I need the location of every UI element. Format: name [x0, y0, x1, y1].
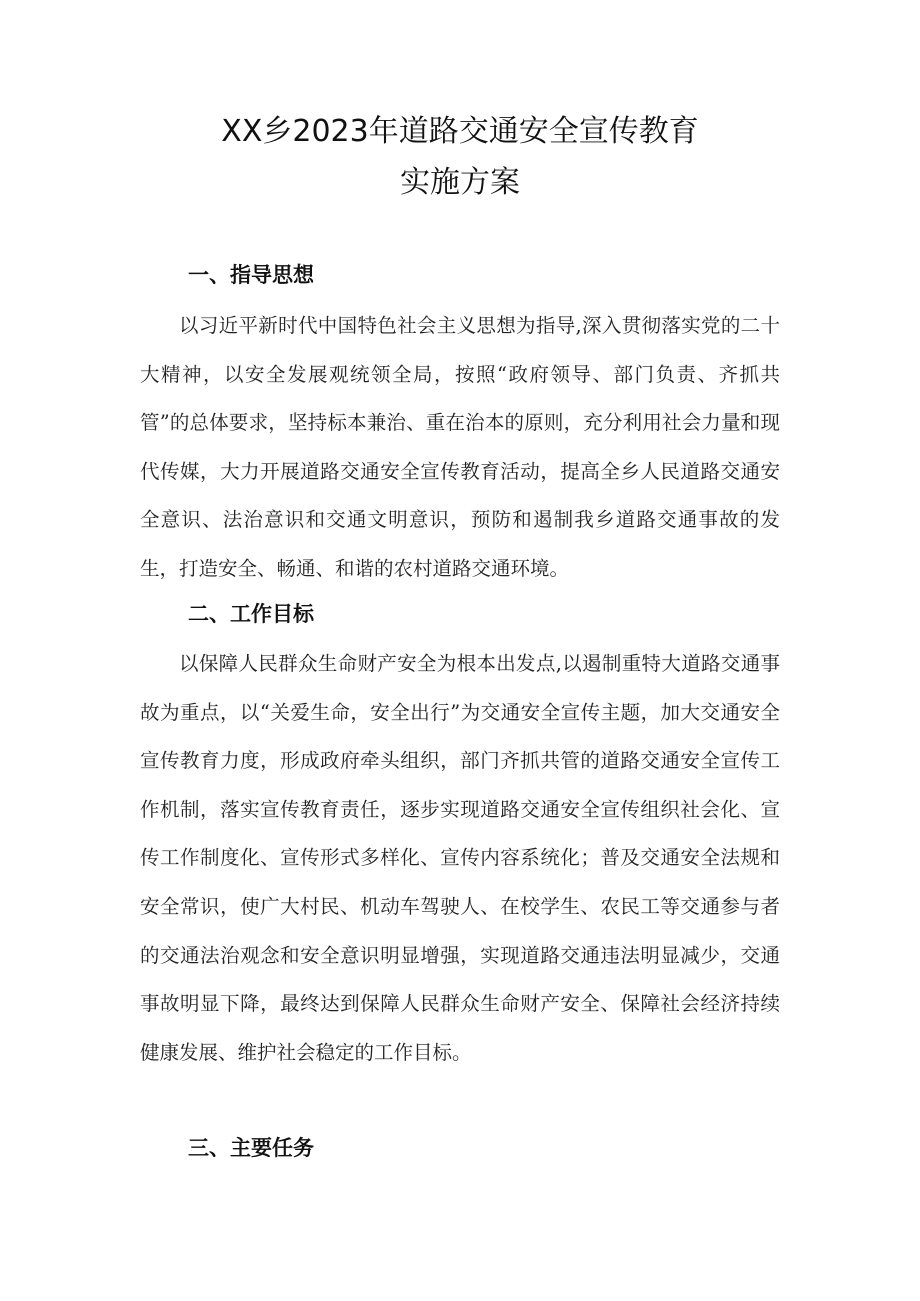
section-heading-work-goals: 二、工作目标 — [188, 602, 314, 626]
document-title-line-2: 实施方案 — [400, 165, 520, 200]
section-heading-guiding-ideology: 一、指导思想 — [188, 263, 314, 287]
document-title-line-1: XX乡2023年道路交通安全宣传教育 — [221, 114, 699, 149]
section-paragraph-work-goals: 以保障人民群众生命财产安全为根本出发点,以遏制重特大道路交通事故为重点，以“关爱生命，安全出行”为交通安全宣传主题，加大交通安全宣传教育力度，形成政府牵头组织，部门齐抓共管的道路交通安全宣传工作机制，落实宣传教育责任，逐步实现道路交通安全宣传组织社会化、宣传工作制度化、宣传形式多样化、宣传内容系统化；普及交通安全法规和安全常识，使广大村民、机动车驾驶人、在校学生、农民工等交通参与者的交通法治观念和安全意识明显增强，实现道路交通违法明显减少，交通事故明显下降，最终达到保障人民群众生命财产安全、保障社会经济持续健康发展、维护社会稳定的工作目标。 — [140, 652, 780, 1064]
section-heading-main-tasks: 三、主要任务 — [188, 1136, 314, 1160]
section-paragraph-guiding-ideology: 以习近平新时代中国特色社会主义思想为指导,深入贯彻落实党的二十大精神，以安全发展观统领全局，按照“政府领导、部门负责、齐抓共管”的总体要求，坚持标本兼治、重在治本的原则，充分利用社会力量和现代传媒，大力开展道路交通安全宣传教育活动，提高全乡人民道路交通安全意识、法治意识和交通文明意识，预防和遏制我乡道路交通事故的发生，打造安全、畅通、和谐的农村道路交通环境。 — [140, 314, 780, 580]
